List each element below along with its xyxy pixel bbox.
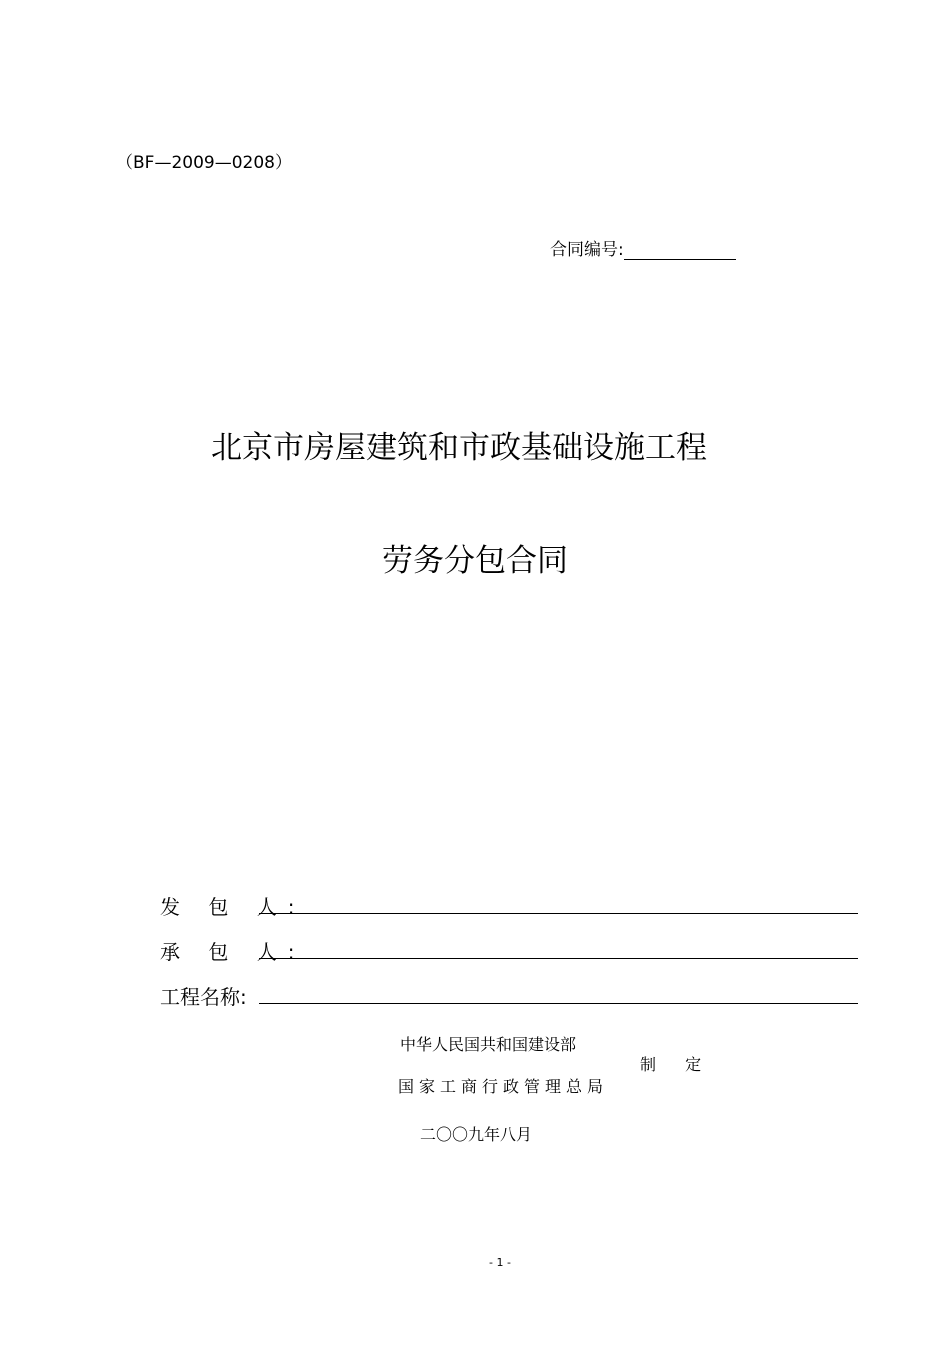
contract-number-label: 合同编号: (550, 240, 624, 260)
contractor-label: 承 包 人: (160, 940, 306, 964)
project-name-line (259, 1003, 858, 1004)
issue-date: 二〇〇九年八月 (420, 1125, 533, 1144)
issuer-ministry: 中华人民国共和国建设部 (400, 1035, 577, 1054)
contract-number-blank (624, 239, 736, 260)
document-subtitle: 劳务分包合同 (382, 543, 568, 579)
contractor-line (259, 958, 858, 959)
document-code: （BF—2009—0208） (116, 153, 292, 173)
enacted-label: 制 定 (640, 1055, 714, 1074)
issuer-administration: 国家工商行政管理总局 (398, 1077, 609, 1096)
page-number: - 1 - (489, 1256, 511, 1269)
employer-line (259, 913, 858, 914)
project-name-label: 工程名称: (160, 985, 247, 1009)
document-title: 北京市房屋建筑和市政基础设施工程 (211, 430, 707, 466)
contract-number (550, 235, 736, 260)
employer-label: 发 包 人: (160, 895, 306, 919)
